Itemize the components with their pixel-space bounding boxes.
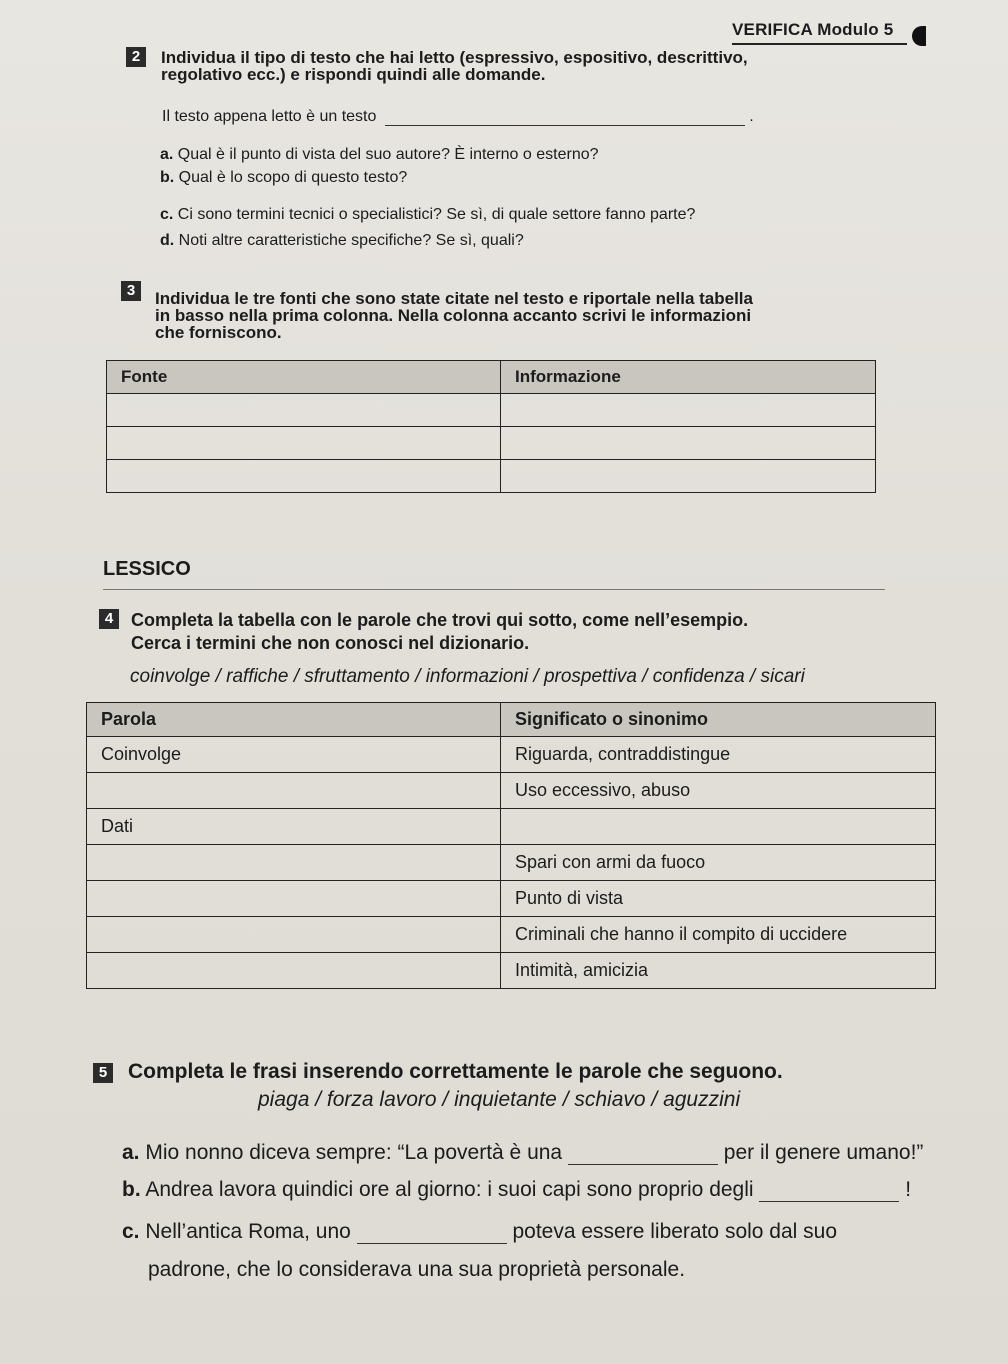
information-input-cell[interactable] [501,394,876,427]
table-row [87,809,936,845]
question-c: c. Ci sono termini tecnici o specialistici? Se sì, di quale settore fanno parte? [160,206,696,223]
exercise-4-instruction: Completa la tabella con le parole che trovi qui sotto, come nell’esempio. Cerca i termini che non conosci nel dizionario. [131,610,749,653]
word-cell[interactable] [87,773,501,809]
meaning-cell: Riguarda, contraddistingue [501,737,936,773]
vocabulary-table [86,702,936,989]
exercise-3-instruction: Individua le tre fonti che sono state citate nel testo e riportale nella tabella in basso nella prima colonna. Nella colonna accanto scrivi le informazioni che forniscono. [155,289,753,342]
information-input-cell[interactable] [501,460,876,493]
sentence-b: b. Andrea lavora quindici ore al giorno: i suoi capi sono proprio degli ! [122,1178,912,1201]
information-input-cell[interactable] [501,427,876,460]
section-title-lessico: LESSICO [103,558,885,590]
word-cell[interactable] [87,953,501,989]
page-tab-marker [912,26,926,46]
table-row [107,427,876,460]
word-cell[interactable] [87,881,501,917]
source-input-cell[interactable] [107,427,501,460]
meaning-cell: Intimità, amicizia [501,953,936,989]
question-b: b. Qual è lo scopo di questo testo? [160,169,408,186]
question-d: d. Noti altre caratteristiche specifiche? Se sì, quali? [160,232,524,249]
question-a: a. Qual è il punto di vista del suo autore? È interno o esterno? [160,146,599,163]
text-type-blank[interactable] [385,125,745,126]
sources-table [106,360,876,493]
word-cell[interactable]: Coinvolge [87,737,501,773]
meaning-cell[interactable] [501,809,936,845]
exercise-5-word-bank: piaga / forza lavoro / inquietante / schiavo / aguzzini [258,1088,741,1111]
sources-header-informazione: Informazione [501,361,876,394]
exercise-2-number-badge: 2 [126,47,146,67]
table-row [87,881,936,917]
exercise-2-instruction: Individua il tipo di testo che hai letto (espressivo, espositivo, descrittivo, regolativo ecc.) e rispondi quindi alle domande. [161,48,748,84]
exercise-5-instruction: Completa le frasi inserendo correttamente le parole che seguono. [128,1060,783,1083]
table-row [107,460,876,493]
exercise-4-number-badge: 4 [99,609,119,629]
exercise-2-prompt: Il testo appena letto è un testo . [162,108,754,125]
vocabulary-header-parola: Parola [87,703,501,737]
source-input-cell[interactable] [107,394,501,427]
table-row [107,394,876,427]
word-cell[interactable]: Dati [87,809,501,845]
meaning-cell: Punto di vista [501,881,936,917]
table-row [87,773,936,809]
sentence-a-blank[interactable] [568,1164,718,1165]
sentence-c-continuation: padrone, che lo considerava una sua proprietà personale. [148,1258,686,1281]
table-row [87,953,936,989]
table-row [87,845,936,881]
word-cell[interactable] [87,845,501,881]
sources-header-fonte: Fonte [107,361,501,394]
table-row [87,917,936,953]
table-row [87,737,936,773]
meaning-cell: Spari con armi da fuoco [501,845,936,881]
meaning-cell: Uso eccessivo, abuso [501,773,936,809]
meaning-cell: Criminali che hanno il compito di uccidere [501,917,936,953]
page-header: VERIFICA Modulo 5 [732,20,907,45]
sentence-a: a. Mio nonno diceva sempre: “La povertà è una per il genere umano!” [122,1141,924,1164]
word-cell[interactable] [87,917,501,953]
exercise-3-number-badge: 3 [121,281,141,301]
sentence-c-blank[interactable] [357,1243,507,1244]
vocabulary-header-significato: Significato o sinonimo [501,703,936,737]
source-input-cell[interactable] [107,460,501,493]
sentence-b-blank[interactable] [759,1201,899,1202]
sentence-c: c. Nell’antica Roma, uno poteva essere liberato solo dal suo [122,1220,838,1243]
exercise-5-number-badge: 5 [93,1063,113,1083]
exercise-4-word-bank: coinvolge / raffiche / sfruttamento / informazioni / prospettiva / confidenza / sicari [130,666,805,687]
